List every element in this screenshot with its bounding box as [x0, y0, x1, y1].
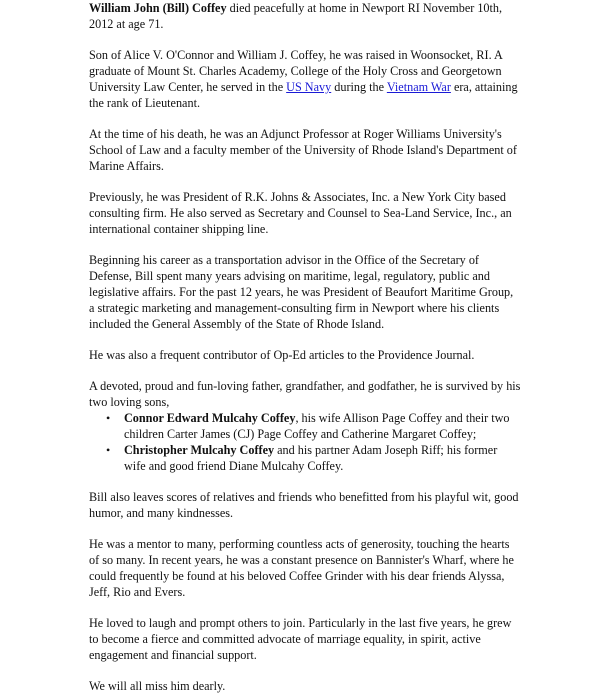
relatives-paragraph: Bill also leaves scores of relatives and friends who benefitted from his playful wit, good humor, and many kindnesses.: [89, 490, 519, 520]
intro-text: died peacefully at home in Newport RI November 10th, 2012 at age 71.: [89, 1, 503, 31]
son-details: and his partner Adam Joseph Riff; his former wife and good friend Diane Mulcahy Coffey.: [124, 443, 498, 473]
bullet-icon: •: [106, 411, 111, 425]
advocacy-paragraph: He loved to laugh and prompt others to join. Particularly in the last five years, he grew to become a fierce and committed advocate of marriage equality, in spirit, active engagement and financial support.: [89, 616, 512, 662]
us-navy-link[interactable]: US Navy: [286, 80, 332, 94]
son-name: Christopher Mulcahy Coffey: [124, 443, 275, 457]
professor-paragraph: At the time of his death, he was an Adjunct Professor at Roger Williams University's School of Law and a faculty member of the University of Rhode Island's Department of Marine Affairs.: [89, 127, 517, 173]
background-text-c: era, attaining the rank of Lieutenant.: [89, 80, 518, 110]
career-paragraph: Beginning his career as a transportation advisor in the Office of the Secretary of Defense, Bill spent many years advising on maritime, legal, regulatory, public and legislative affairs. For the past 12 years, he was President of Beaufort Maritime Group, a strategic marketing and management-consulting firm in Newport where his clients included the General Assembly of the State of Rhode Island.: [89, 253, 514, 331]
bullet-icon: •: [106, 443, 111, 457]
son-name: Connor Edward Mulcahy Coffey: [124, 411, 296, 425]
mentor-paragraph: He was a mentor to many, performing countless acts of generosity, touching the hearts of so many. In recent years, he was a constant presence on Bannister's Wharf, where he could frequently be found at his beloved Coffee Grinder with his dear friends Alyssa, Jeff, Rio and Evers.: [89, 537, 514, 599]
background-text-b: during the: [331, 80, 387, 94]
list-item: [106, 410, 521, 442]
op-ed-paragraph: He was also a frequent contributor of Op-Ed articles to the Providence Journal.: [89, 348, 475, 362]
obituary-document: [89, 0, 521, 694]
son-details: , his wife Allison Page Coffey and their two children Carter James (CJ) Page Coffey and Catherine Margaret Coffey;: [124, 411, 510, 441]
family-paragraph: A devoted, proud and fun-loving father, grandfather, and godfather, he is survived by his two loving sons,: [89, 379, 521, 409]
background-text-a: Son of Alice V. O'Connor and William J. Coffey, he was raised in Woonsocket, RI. A graduate of Mount St. Charles Academy, College of the Holy Cross and Georgetown University Law Center, he served in the: [89, 48, 503, 94]
sons-list: [89, 410, 521, 474]
intro-paragraph: [89, 0, 521, 32]
closing-line: We will all miss him dearly.: [89, 679, 226, 693]
previous-career-paragraph: Previously, he was President of R.K. Johns & Associates, Inc. a New York City based consulting firm. He also served as Secretary and Counsel to Sea-Land Service, Inc., an international container shipping line.: [89, 190, 512, 236]
deceased-name: William John (Bill) Coffey: [89, 1, 227, 15]
background-paragraph: [89, 47, 521, 111]
list-item: [106, 442, 521, 474]
vietnam-war-link[interactable]: Vietnam War: [386, 80, 451, 94]
